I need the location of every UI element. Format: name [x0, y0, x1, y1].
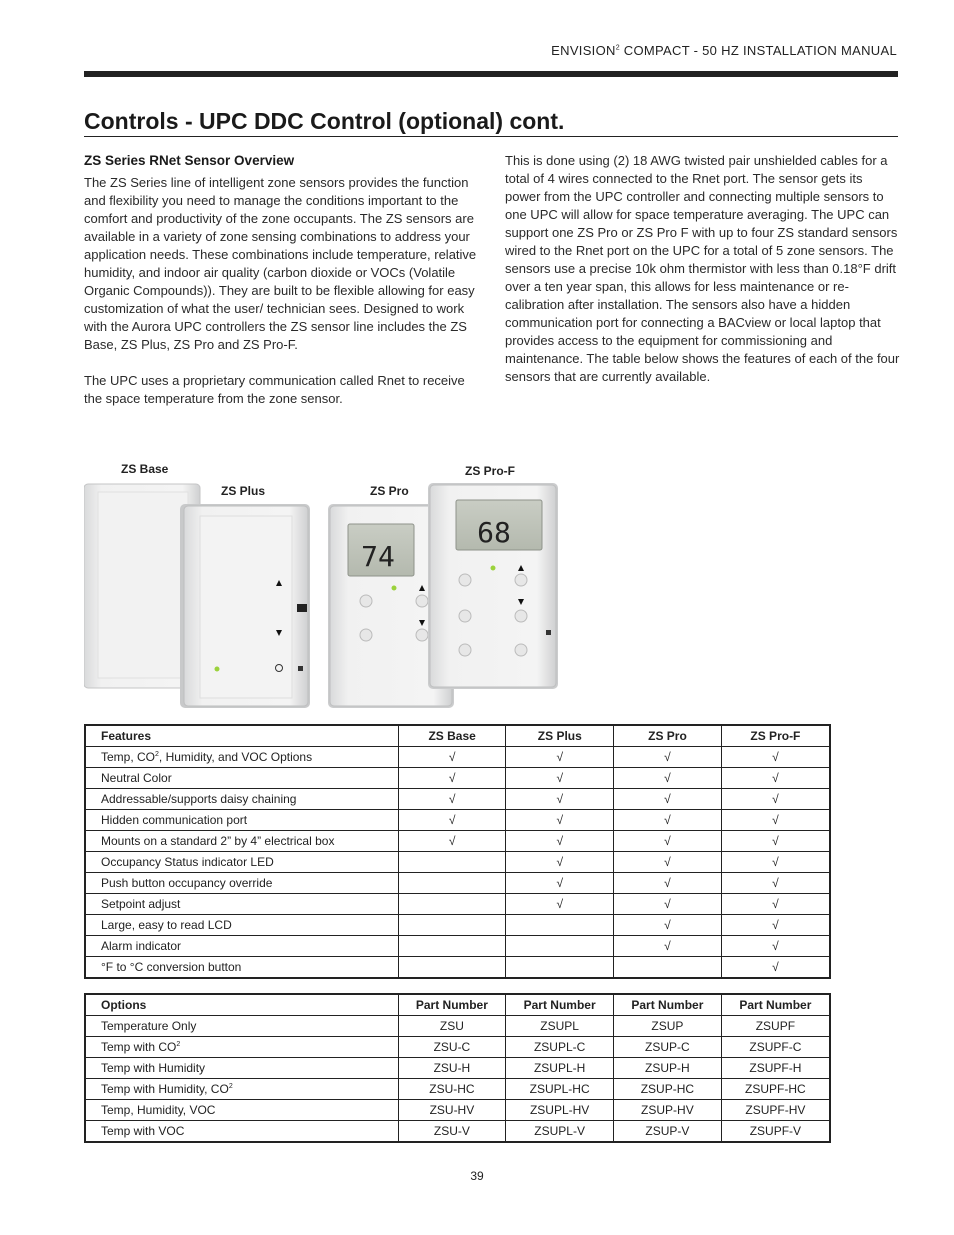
check-mark: √: [721, 789, 830, 810]
label-zs-pro: ZS Pro: [370, 484, 409, 498]
zs-pro-f-display-value: 68: [477, 516, 511, 549]
check-mark: √: [506, 810, 614, 831]
page-number: 39: [470, 1169, 484, 1183]
column-header: Part Number: [614, 994, 722, 1016]
options-table: [84, 993, 831, 1143]
table-row: [85, 1037, 830, 1058]
row-label: Setpoint adjust: [85, 894, 398, 915]
part-number: ZSUPF-HV: [721, 1100, 830, 1121]
table-row: [85, 1100, 830, 1121]
check-mark: √: [721, 831, 830, 852]
part-number: ZSUP: [614, 1016, 722, 1037]
check-mark: √: [614, 768, 722, 789]
row-label: Addressable/supports daisy chaining: [85, 789, 398, 810]
column-header: ZS Base: [398, 725, 506, 747]
table-row: [85, 747, 830, 768]
check-mark: √: [398, 789, 506, 810]
row-label: Push button occupancy override: [85, 873, 398, 894]
options-header-row: [85, 994, 830, 1016]
row-label: Alarm indicator: [85, 936, 398, 957]
row-label: Mounts on a standard 2” by 4” electrical box: [85, 831, 398, 852]
label-zs-pro-f: ZS Pro-F: [465, 464, 515, 478]
column-header: ZS Pro-F: [721, 725, 830, 747]
column-header: ZS Plus: [506, 725, 614, 747]
features-header-row: [85, 725, 830, 747]
part-number: ZSUPF-H: [721, 1058, 830, 1079]
empty-cell: [398, 936, 506, 957]
row-label: Temp with Humidity: [85, 1058, 398, 1079]
check-mark: √: [614, 873, 722, 894]
table-row: [85, 768, 830, 789]
check-mark: √: [506, 852, 614, 873]
check-mark: √: [721, 810, 830, 831]
wiring-paragraph: This is done using (2) 18 AWG twisted pair unshielded cables for a total of 4 wires connected to the Rnet port. The sensor gets its power from the UPC controller and connecting multiple sensors to one UPC will allow for space temperature averaging. The UPC can support one ZS Pro or ZS Pro F with up to four ZS standard sensors wired to the Rnet port on the UPC for a total of 5 zone sensors. The sensors use a precise 10k ohm thermistor with less than 0.18°F drift over a ten year span, this allows for less maintenance or re-calibration after installation. The sensors also have a hidden communication port for connecting a BACview or local laptop that provides access to the equipment for commissioning and maintenance. The table below shows the features of each of the four sensors that are currently available.: [505, 153, 900, 384]
part-number: ZSU: [398, 1016, 506, 1037]
check-mark: √: [721, 957, 830, 979]
label-zs-plus: ZS Plus: [221, 484, 266, 498]
part-number: ZSUPL-H: [506, 1058, 614, 1079]
table-row: [85, 1058, 830, 1079]
empty-cell: [614, 957, 722, 979]
check-mark: √: [614, 789, 722, 810]
label-zs-base: ZS Base: [121, 462, 169, 476]
empty-cell: [398, 915, 506, 936]
manual-title: ENVISION$^2$ COMPACT - 50 HZ INSTALLATION MANUAL: [551, 43, 897, 58]
table-row: [85, 936, 830, 957]
part-number: ZSUP-HC: [614, 1079, 722, 1100]
table-row: [85, 873, 830, 894]
part-number: ZSUPL: [506, 1016, 614, 1037]
check-mark: √: [506, 747, 614, 768]
check-mark: √: [614, 915, 722, 936]
part-number: ZSUPF-C: [721, 1037, 830, 1058]
empty-cell: [506, 957, 614, 979]
column-header: Part Number: [506, 994, 614, 1016]
table-row: [85, 810, 830, 831]
table-row: [85, 789, 830, 810]
part-number: ZSUPF-V: [721, 1121, 830, 1143]
check-mark: √: [614, 894, 722, 915]
part-number: ZSUPF-HC: [721, 1079, 830, 1100]
features-table: [84, 724, 831, 979]
overview-paragraph: The ZS Series line of intelligent zone sensors provides the function and flexibility you need to manage the conditions important to the comfort and productivity of the zone occupants. The ZS sensors are available in a variety of zone sensing combinations to address your application needs. These combinations include temperature, relative humidity, and indoor air quality (carbon dioxide or VOCs (Volatile Organic Compounds)). They are built to be flexible allowing for easy customization of what the user/ technician sees. Designed to work with the Aurora UPC controllers the ZS sensor line includes the ZS Base, ZS Plus, ZS Pro and ZS Pro-F.: [84, 175, 477, 352]
check-mark: √: [721, 852, 830, 873]
column-header: Part Number: [721, 994, 830, 1016]
part-number: ZSUP-V: [614, 1121, 722, 1143]
check-mark: √: [614, 747, 722, 768]
part-number: ZSUPL-C: [506, 1037, 614, 1058]
zs-plus-device: [180, 504, 310, 708]
zs-sensors-photo: [84, 480, 564, 712]
check-mark: √: [506, 894, 614, 915]
empty-cell: [506, 936, 614, 957]
part-number: ZSU-C: [398, 1037, 506, 1058]
row-label: Hidden communication port: [85, 810, 398, 831]
part-number: ZSU-HV: [398, 1100, 506, 1121]
table-row: [85, 852, 830, 873]
page-title: Controls - UPC DDC Control (optional) cont.: [84, 108, 898, 137]
check-mark: √: [614, 831, 722, 852]
part-number: ZSU-V: [398, 1121, 506, 1143]
column-header: Part Number: [398, 994, 506, 1016]
row-label: Occupancy Status indicator LED: [85, 852, 398, 873]
check-mark: √: [721, 873, 830, 894]
empty-cell: [506, 915, 614, 936]
part-number: ZSUP-H: [614, 1058, 722, 1079]
zs-pro-display-value: 74: [361, 540, 395, 573]
part-number: ZSUP-HV: [614, 1100, 722, 1121]
check-mark: √: [614, 810, 722, 831]
check-mark: √: [398, 831, 506, 852]
table-row: [85, 831, 830, 852]
check-mark: √: [721, 936, 830, 957]
rnet-paragraph: The UPC uses a proprietary communication called Rnet to receive the space temperature from the zone sensor.: [84, 373, 465, 406]
check-mark: √: [721, 768, 830, 789]
zs-pro-f-device: [428, 483, 558, 689]
table-row: [85, 1121, 830, 1143]
part-number: ZSUPL-HC: [506, 1079, 614, 1100]
right-column: [505, 152, 900, 386]
part-number: ZSUPF: [721, 1016, 830, 1037]
row-label: Large, easy to read LCD: [85, 915, 398, 936]
table-row: [85, 894, 830, 915]
check-mark: √: [721, 915, 830, 936]
row-label: °F to °C conversion button: [85, 957, 398, 979]
check-mark: √: [614, 936, 722, 957]
check-mark: √: [398, 810, 506, 831]
check-mark: √: [506, 789, 614, 810]
row-label: Temp, $CO^2$, Humidity, and VOC Options: [85, 747, 398, 768]
part-number: ZSUPL-V: [506, 1121, 614, 1143]
check-mark: √: [721, 747, 830, 768]
table-row: [85, 1016, 830, 1037]
row-label: Temp, Humidity, VOC: [85, 1100, 398, 1121]
empty-cell: [398, 894, 506, 915]
check-mark: √: [721, 894, 830, 915]
row-label: Temp with $CO^2$: [85, 1037, 398, 1058]
column-header: ZS Pro: [614, 725, 722, 747]
table-row: [85, 957, 830, 979]
column-header: Features: [85, 725, 398, 747]
check-mark: √: [506, 831, 614, 852]
empty-cell: [398, 852, 506, 873]
part-number: ZSUP-C: [614, 1037, 722, 1058]
check-mark: √: [398, 768, 506, 789]
row-label: Temp with VOC: [85, 1121, 398, 1143]
left-column: [84, 152, 479, 408]
row-label: Neutral Color: [85, 768, 398, 789]
table-row: [85, 915, 830, 936]
check-mark: √: [614, 852, 722, 873]
check-mark: √: [506, 873, 614, 894]
part-number: ZSU-H: [398, 1058, 506, 1079]
empty-cell: [398, 873, 506, 894]
section-heading: ZS Series RNet Sensor Overview: [84, 153, 295, 168]
part-number: ZSU-HC: [398, 1079, 506, 1100]
check-mark: √: [398, 747, 506, 768]
header-rule: [84, 71, 898, 77]
row-label: Temperature Only: [85, 1016, 398, 1037]
check-mark: √: [506, 768, 614, 789]
column-header: Options: [85, 994, 398, 1016]
row-label: Temp with Humidity, $CO^2$: [85, 1079, 398, 1100]
empty-cell: [398, 957, 506, 979]
table-row: [85, 1079, 830, 1100]
part-number: ZSUPL-HV: [506, 1100, 614, 1121]
